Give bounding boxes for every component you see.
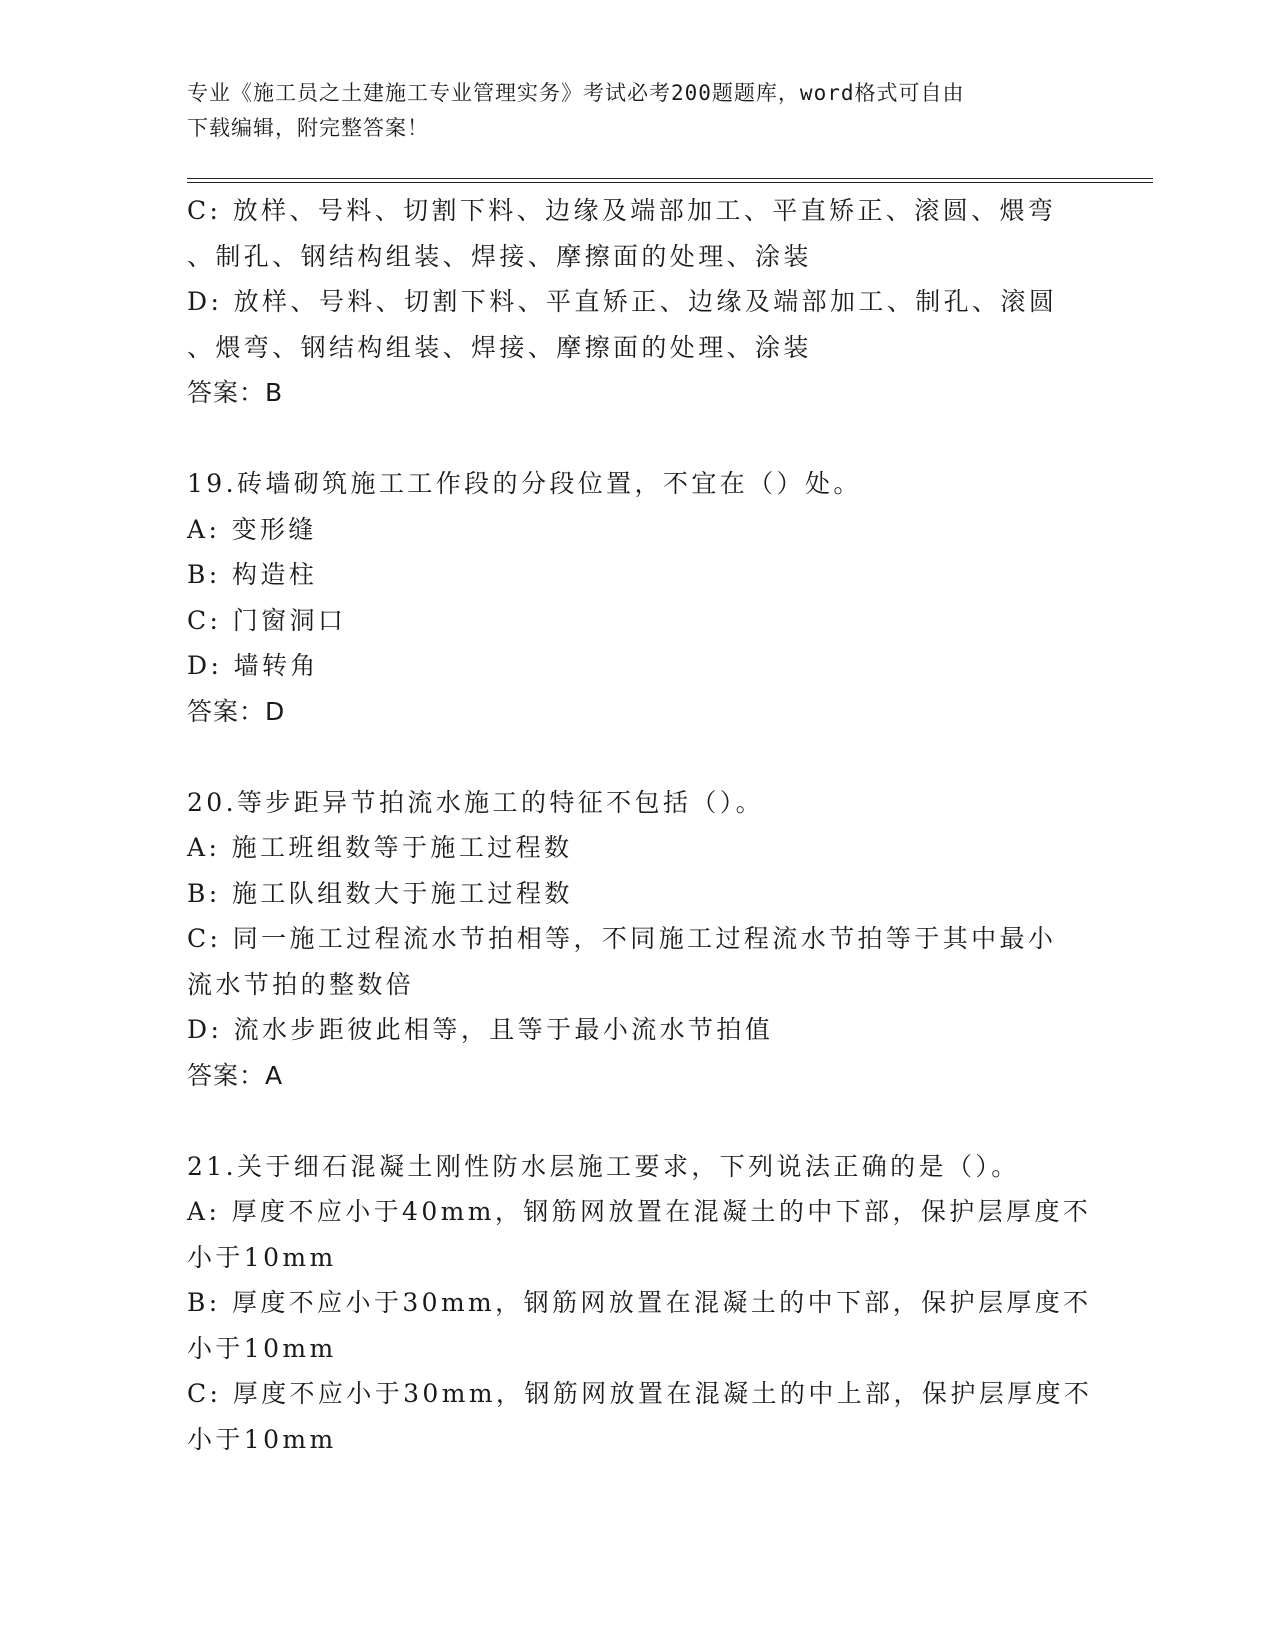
- option-d-continued: 、煨弯、钢结构组装、焊接、摩擦面的处理、涂装: [187, 332, 812, 362]
- option-d: D: 放样、号料、切割下料、平直矫正、边缘及端部加工、制孔、滚圆: [187, 287, 1058, 316]
- answer-line: 答案：B: [187, 378, 284, 407]
- option-c: C: 同一施工过程流水节拍相等，不同施工过程流水节拍等于其中最小: [187, 924, 1057, 953]
- document-header: [187, 76, 1087, 146]
- question-18-continued: [187, 188, 1087, 416]
- spacer: [187, 734, 1087, 780]
- question-text: 21.关于细石混凝土刚性防水层施工要求，下列说法正确的是（）。: [187, 1151, 1020, 1181]
- option-c-continued: 小于10mm: [187, 1424, 337, 1454]
- header-line-2: 下载编辑，附完整答案！: [187, 116, 429, 140]
- answer-line: 答案：A: [187, 1060, 284, 1090]
- header-divider: [187, 178, 1153, 183]
- question-text: 19.砖墙砌筑施工工作段的分段位置，不宜在（）处。: [187, 469, 862, 498]
- option-d: D: 流水步距彼此相等，且等于最小流水节拍值: [187, 1015, 774, 1044]
- option-b: B: 厚度不应小于30mm，钢筋网放置在混凝土的中下部，保护层厚度不: [187, 1288, 1092, 1317]
- option-a-continued: 小于10mm: [187, 1242, 337, 1272]
- option-a: A: 施工班组数等于施工过程数: [187, 833, 573, 862]
- option-c-continued: 流水节拍的整数倍: [187, 969, 415, 999]
- option-a: A: 厚度不应小于40mm，钢筋网放置在混凝土的中下部，保护层厚度不: [187, 1197, 1092, 1226]
- option-c-continued: 、制孔、钢结构组装、焊接、摩擦面的处理、涂装: [187, 241, 812, 271]
- question-19: [187, 461, 1087, 734]
- option-d: D: 墙转角: [187, 651, 319, 680]
- option-b: B: 施工队组数大于施工过程数: [187, 878, 573, 908]
- option-a: A: 变形缝: [187, 514, 317, 544]
- spacer: [187, 1098, 1087, 1144]
- answer-line: 答案：D: [187, 696, 286, 726]
- option-c: C: 门窗洞口: [187, 605, 347, 635]
- question-20: [187, 780, 1087, 1099]
- option-b: B: 构造柱: [187, 560, 318, 589]
- option-c: C: 厚度不应小于30mm，钢筋网放置在混凝土的中上部，保护层厚度不: [187, 1379, 1093, 1408]
- spacer: [187, 416, 1087, 462]
- question-21: [187, 1144, 1093, 1463]
- header-line-1: 专业《施工员之土建施工专业管理实务》考试必考200题题库，word格式可自由: [187, 81, 965, 105]
- question-list: [187, 188, 1093, 1462]
- question-text: 20.等步距异节拍流水施工的特征不包括（）。: [187, 787, 765, 817]
- option-c: C: 放样、号料、切割下料、边缘及端部加工、平直矫正、滚圆、煨弯: [187, 196, 1057, 225]
- option-b-continued: 小于10mm: [187, 1333, 337, 1363]
